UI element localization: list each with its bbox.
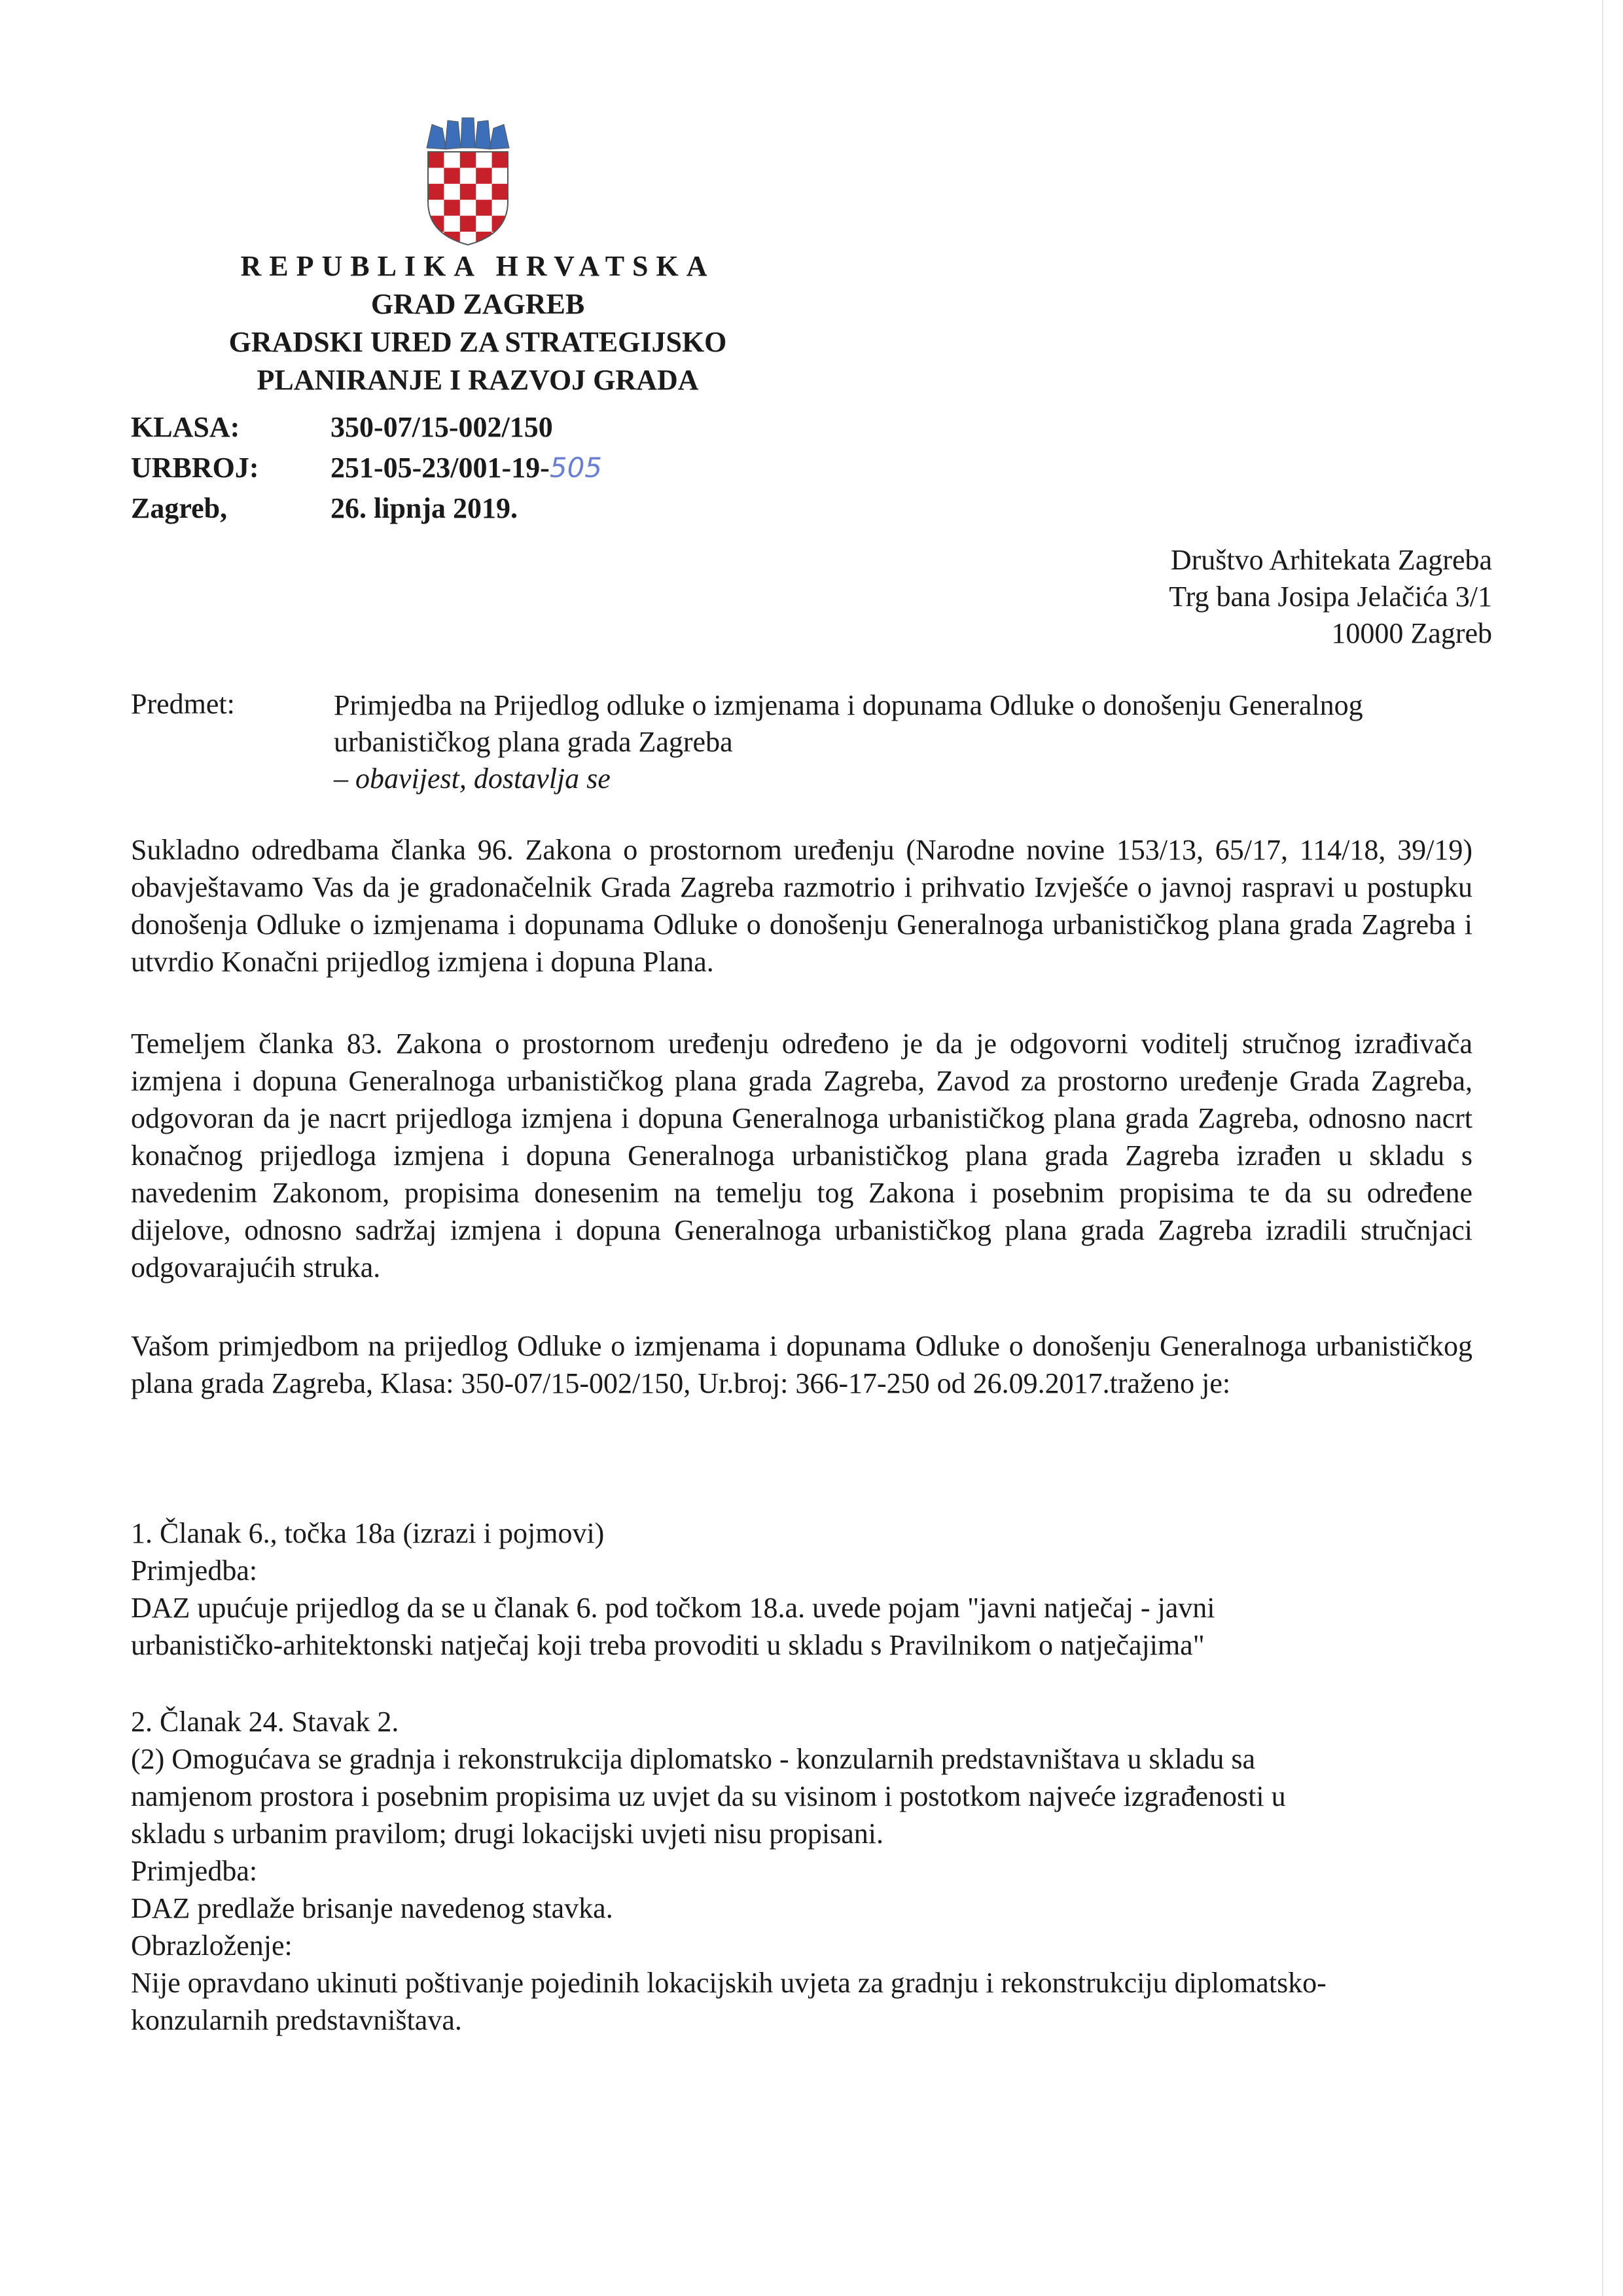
header-city: GRAD ZAGREB [370, 288, 585, 320]
item-2-remark-label: Primjedba: [131, 1855, 258, 1887]
item-2-text-line1: (2) Omogućava se gradnja i rekonstrukcija diplomatsko - konzularnih predstavništava u skladu sa [131, 1743, 1255, 1775]
date-row [131, 488, 518, 529]
urbroj-label: URBROJ: [131, 452, 259, 484]
body-paragraph-1: Sukladno odredbama članka 96. Zakona o prostornom uređenju (Narodne novine 153/13, 65/17, 114/18, 39/19) obavještavamo Vas da je gradonačelnik Grada Zagreba razmotrio i prihvatio Izvješće o javnoj raspravi u postupku donošenja Odluke o izmjenama i dopunama Odluke o donošenju Generalnoga urbanističkog plana grada Zagreba i utvrdio Konačni prijedlog izmjena i dopuna Plana. [131, 834, 1472, 978]
urbroj-value: 251-05-23/001-19- [330, 452, 550, 484]
item-1 [131, 1515, 1472, 1664]
item-1-text-line1: DAZ upućuje prijedlog da se u članak 6. pod točkom 18.a. uvede pojam "javni natječaj - javni [131, 1592, 1215, 1624]
item-2-justification-label: Obrazloženje: [131, 1929, 293, 1962]
header-office-line1: GRADSKI URED ZA STRATEGIJSKO [228, 326, 727, 358]
klasa-value: 350-07/15-002/150 [330, 411, 553, 443]
header-office-line2: PLANIRANJE I RAZVOJ GRADA [257, 364, 699, 396]
item-1-text-line2: urbanističko-arhitektonski natječaj koji treba provoditi u skladu s Pravilnikom o natječajima" [131, 1629, 1205, 1661]
recipient-street: Trg bana Josipa Jelačića 3/1 [1169, 581, 1492, 613]
item-1-label: Primjedba: [131, 1554, 258, 1587]
subject-line3: – obavijest, dostavlja se [334, 762, 611, 795]
klasa-label: KLASA: [131, 411, 240, 443]
item-2-title: 2. Članak 24. Stavak 2. [131, 1706, 399, 1738]
date-value: 26. lipnja 2019. [330, 492, 518, 524]
item-2-justification-line2: konzularnih predstavništava. [131, 2004, 462, 2036]
recipient-address [1169, 542, 1492, 652]
body-paragraph-3: Vašom primjedbom na prijedlog Odluke o izmjenama i dopunama Odluke o donošenju Generalnoga urbanističkog plana grada Zagreba, Klasa: 350-07/15-002/150, Ur.broj: 366-17-250 od 26.09.2017.traženo je: [131, 1330, 1472, 1399]
subject-line1: Primjedba na Prijedlog odluke o izmjenama i dopunama Odluke o donošenju Generalnog [334, 689, 1363, 721]
subject-text [334, 687, 1499, 797]
item-2-text-line2: namjenom prostora i posebnim propisima uz uvjet da su visinom i postotkom najveće izgrađenosti u [131, 1780, 1286, 1812]
header-country: REPUBLIKA HRVATSKA [240, 250, 715, 282]
subject-line2: urbanističkog plana grada Zagreba [334, 726, 733, 758]
item-2-text-line3: skladu s urbanim pravilom; drugi lokacijski uvjeti nisu propisani. [131, 1818, 883, 1850]
recipient-city: 10000 Zagreb [1331, 617, 1492, 649]
klasa-row [131, 407, 553, 448]
item-2-remark: DAZ predlaže brisanje navedenog stavka. [131, 1892, 613, 1924]
item-2-justification-line1: Nije opravdano ukinuti poštivanje pojedinih lokacijskih uvjeta za gradnju i rekonstrukciju diplomatsko- [131, 1967, 1327, 1999]
place-label: Zagreb, [131, 492, 228, 524]
item-2 [131, 1703, 1472, 2039]
subject-label: Predmet: [131, 688, 235, 720]
body-paragraph-2: Temeljem članka 83. Zakona o prostornom uređenju određeno je da je odgovorni voditelj stručnog izrađivača izmjena i dopuna Generalnoga urbanističkog plana grada Zagreba, Zavod za prostorno uređenje Grada Zagreba, odgovoran da je nacrt prijedloga izmjena i dopuna Generalnoga urbanističkog plana grada Zagreba, odnosno nacrt konačnog prijedloga izmjena i dopuna Generalnoga urbanističkog plana grada Zagreba izrađen u skladu s navedenim Zakonom, propisima donesenim na temelju tog Zakona i posebnim propisima te da su određene dijelove, odnosno sadržaj izmjena i dopuna Generalnoga urbanističkog plana grada Zagreba izradili stručnjaci odgovarajućih struka. [131, 1028, 1472, 1283]
coat-of-arms-icon [419, 117, 517, 247]
urbroj-row [131, 448, 602, 488]
recipient-name: Društvo Arhitekata Zagreba [1170, 544, 1492, 576]
urbroj-handwritten-number: 505 [549, 452, 603, 484]
scan-edge-line [1602, 0, 1603, 2296]
item-1-title: 1. Članak 6., točka 18a (izrazi i pojmovi) [131, 1517, 605, 1549]
